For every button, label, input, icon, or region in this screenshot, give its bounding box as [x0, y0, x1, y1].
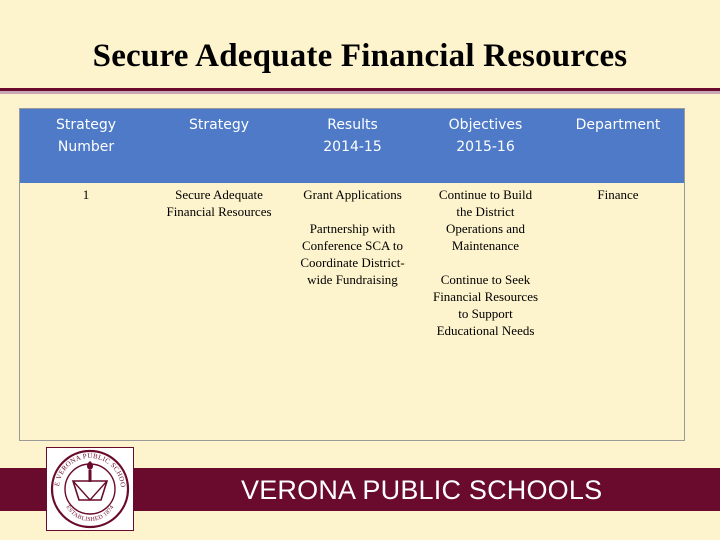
- header-department: Department: [575, 117, 661, 133]
- school-seal-logo: [46, 447, 134, 531]
- cell-strategy: Secure Adequate Financial Resources: [166, 187, 272, 219]
- cell-department: Finance: [597, 187, 639, 202]
- cell-strategy-number: 1: [82, 187, 90, 202]
- title-divider-light: [0, 91, 720, 94]
- svg-text:ESTABLISHED 1874: ESTABLISHED 1874: [64, 504, 116, 524]
- header-results: Results 2014-15: [323, 117, 382, 155]
- strategy-table: [20, 109, 684, 339]
- header-strategy-number: Strategy Number: [56, 117, 116, 155]
- cell-results: Grant Applications Partnership with Conference SCA to Coordinate District- wide Fundraising: [300, 187, 405, 287]
- footer-school-name: VERONA PUBLIC SCHOOLS: [241, 475, 603, 505]
- svg-text:THE VERONA PUBLIC SCHOOLS: E VERONA PUBLIC SCHOO: [53, 452, 128, 488]
- strategy-table-container: [19, 108, 685, 441]
- seal-icon: [47, 448, 133, 530]
- table-row: [20, 183, 684, 339]
- header-strategy: Strategy: [189, 117, 249, 133]
- header-objectives: Objectives 2015-16: [448, 117, 523, 155]
- slide-title: Secure Adequate Financial Resources: [92, 38, 628, 74]
- cell-objectives: Continue to Build the District Operations and Maintenance Continue to Seek Financial Resources to Support Educational Needs: [432, 187, 539, 338]
- table-header-row: [20, 109, 684, 183]
